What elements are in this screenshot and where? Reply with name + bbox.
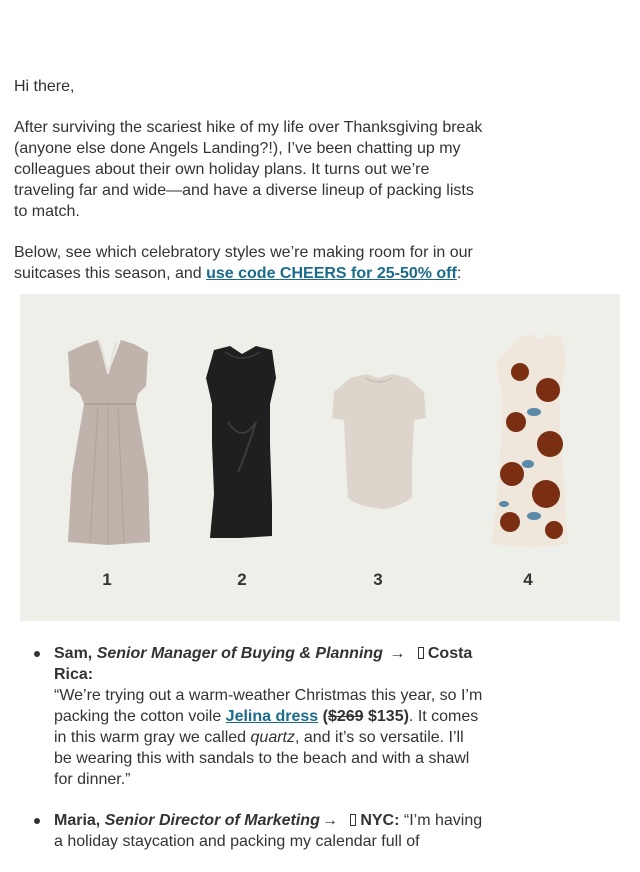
color-name: quartz	[250, 729, 295, 746]
cta-paragraph	[14, 242, 484, 284]
product-4-floral-dress	[492, 334, 568, 547]
product-number-2: 2	[237, 570, 247, 589]
product-2-black-dress	[206, 346, 276, 538]
intro-paragraph: After surviving the scariest hike of my life over Thanksgiving break (anyone else done Angels Landing?!), I’ve been chatting up my colleagues about their own holiday plans. It turns out we’re traveling far and wide—and have a diverse lineup of packing lists to match.	[14, 119, 483, 220]
product-3-short-sleeve-top	[332, 374, 426, 509]
list-item	[54, 643, 484, 790]
person-name: Maria,	[54, 812, 101, 829]
list-item	[54, 810, 484, 852]
arrow-icon: →	[321, 812, 338, 829]
team-packing-list	[54, 643, 484, 872]
quote-part-a: “We’re trying out a warm-weather Christmas this year, so I’m packing the cotton voile	[54, 687, 483, 725]
original-price: $269	[327, 708, 364, 725]
jelina-dress-link[interactable]: Jelina dress	[225, 708, 319, 725]
cta-suffix: :	[456, 265, 462, 282]
person-name: Sam,	[54, 645, 93, 662]
price-open: (	[318, 708, 328, 725]
quote-part-b: . It comes in this warm gray we called	[54, 708, 479, 746]
arrow-icon: →	[389, 645, 406, 662]
greeting: Hi there,	[14, 78, 75, 95]
quote-part-c: , and it’s so versatile. I’ll be wearing this with sandals to the beach and with a shawl for dinner.”	[54, 729, 470, 788]
person-title: Senior Manager of Buying & Planning	[96, 645, 383, 662]
person-title: Senior Director of Marketing	[104, 812, 320, 829]
promo-code-link[interactable]: use code CHEERS for 25-50% off	[206, 265, 457, 282]
email-body	[14, 76, 484, 304]
destination: NYC:	[360, 812, 400, 829]
product-number-4: 4	[523, 570, 533, 589]
destination: Costa Rica:	[54, 645, 473, 683]
quote-part-a: “I’m having a holiday staycation and packing my calendar full of	[54, 812, 483, 850]
product-lineup-image[interactable]	[20, 294, 620, 621]
sale-price: $135)	[363, 708, 409, 725]
flag-icon	[418, 647, 424, 659]
cta-prefix: Below, see which celebratory styles we’re making room for in our suitcases this season, and	[14, 244, 473, 282]
product-lineup-illustration	[20, 294, 620, 621]
flag-icon	[350, 814, 356, 826]
product-1-jelina-dress	[68, 340, 150, 545]
product-number-1: 1	[102, 570, 112, 589]
product-number-3: 3	[373, 570, 383, 589]
